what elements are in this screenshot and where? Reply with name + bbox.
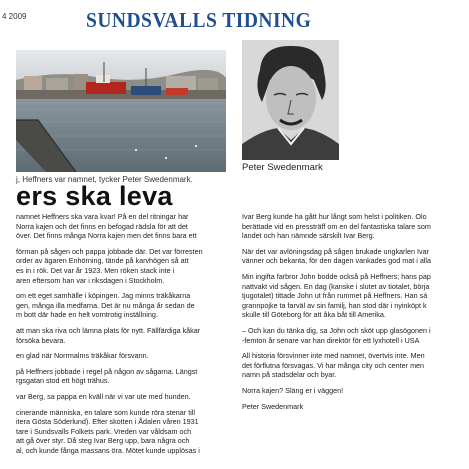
article-paragraph (242, 326, 464, 345)
article-line: – Och kan du tänka dig, sa John och sköt upp glasögonen i (242, 325, 431, 335)
article-line: Ivar Berg kunde ha gått hur långt som helst i politiken. Olo (242, 212, 427, 221)
article-line: När det var avlöningsdag på sågen brukade ungkarlen Ivar (242, 246, 429, 256)
article-line: det förflutna försvagas. Vi har många city och center men (242, 360, 425, 370)
article-line: al, och kunde fånga massans öra. Mötet kunde upplösas i (16, 445, 200, 455)
newspaper-masthead: SUNDSVALLS TIDNING (86, 8, 312, 32)
article-paragraph (16, 351, 228, 361)
article-paragraph (16, 326, 228, 345)
article-line: om ett eget samhälle i köpingen. Jag minns träkåkarna (16, 291, 191, 301)
article-line: Min ingifta farbror John bodde också på Heffners; hans pap (242, 271, 431, 281)
article-line: på Heffners jobbade i regel på någon av sågarna. Längst (16, 366, 198, 376)
article-paragraph (242, 212, 464, 241)
article-paragraph (242, 351, 464, 380)
article-line: Norra kajen? Släng er i väggen! (242, 385, 344, 395)
article-line: tare i Sundsvalls Folkets park. Vreden var våldsam och (16, 426, 192, 436)
article-line: All historia försvinner inte med namnet, övertvis inte. Men (242, 351, 425, 361)
article-line: vänner och bekanta, för den dagen vankades god mat i alla (242, 256, 432, 266)
article-line: rgsgatan stod ett högt trähus. (16, 376, 110, 386)
article-line: itera Gösta Söderlund). Efter skotten i Ådalen våren 1931 (16, 417, 199, 427)
article-line: landet och han nämnde särskilt Ivar Berg. (242, 231, 375, 241)
issue-date: 4 2009 (2, 12, 27, 21)
article-line: order av ägaren Enhörning, tände på karvhögen så att (16, 256, 189, 266)
harbor-photo-illustration (16, 50, 226, 172)
article-column-left (16, 212, 228, 461)
harbor-photo (16, 50, 226, 172)
article-line: var Berg, sa pappa en kväll när vi var ute med hunden. (16, 391, 191, 401)
article-line: namnet Heffners ska vara kvar! På en del ritningar har (16, 212, 189, 221)
article-line: cinerande människa, en talare som kunde röra stenar till (16, 407, 195, 417)
article-paragraph (16, 212, 228, 241)
portrait-caption: Peter Swedenmark (242, 162, 323, 173)
article-paragraph (16, 291, 228, 320)
article-line: Peter Swedenmark (242, 401, 304, 411)
article-line: namn på stadsdelar och byar. (242, 370, 337, 380)
article-line: nattvakt vid sågen. En dag (kanske i slutet av tiotalet, börja (242, 281, 430, 291)
article-line: grannpojke ta farväl av sin familj, han stod där i nyinköpt k (242, 300, 427, 310)
photo-caption: j, Heffners var namnet, tycker Peter Swedenmark. (16, 175, 193, 184)
article-line: berättade vid en pressträff om en del fantastiska talare som (242, 221, 431, 231)
article-line: att man ska riva och lämna plats för nytt. Fällfärdiga kåkar (16, 325, 201, 335)
article-paragraph (242, 386, 464, 396)
article-headline: ers ska leva (16, 181, 173, 211)
article-paragraph (242, 402, 464, 412)
article-line: en glad när Norrmalms träkåkar försvann. (16, 351, 149, 361)
article-paragraph (16, 392, 228, 402)
article-line: aren eftersom han var i riksdagen i Stockholm. (16, 275, 165, 285)
article-line: m bott där hade en helt vorntrotig inställning. (16, 310, 158, 320)
article-paragraph (16, 247, 228, 285)
article-line: att gå över styr. Då steg Ivar Berg upp, bara några och (16, 436, 190, 446)
article-line: -femton år senare var han direktör för ett lyxhotell i USA (242, 335, 420, 345)
article-line: gen, många illa medfarna. Det är nu många år sedan de (16, 300, 195, 310)
article-line: försöka bevara. (16, 335, 66, 345)
article-paragraph (242, 247, 464, 266)
article-column-right (242, 212, 464, 417)
author-portrait (242, 40, 339, 160)
article-paragraph (16, 367, 228, 386)
article-paragraph (242, 272, 464, 320)
article-line: tjugotalet) tittade John ut från rummet på Heffners. Han sá (242, 291, 428, 301)
page-edge-fade (459, 0, 469, 469)
article-line: es in i rök. Det var år 1923. Men röken stack inte i (16, 265, 175, 275)
article-paragraph (16, 408, 228, 456)
author-portrait-illustration (242, 40, 339, 160)
article-line: skulle till Göteborg för att åka båt till Amerika. (242, 310, 386, 320)
article-line: Norra kajen och det finns en befogad rädsla för att det (16, 221, 188, 231)
article-line: över. Det finns många Norra kajen men det finns bara ett (16, 231, 197, 241)
article-line: förman på sågen och pappa jobbade där. Det var förresten (16, 246, 203, 256)
